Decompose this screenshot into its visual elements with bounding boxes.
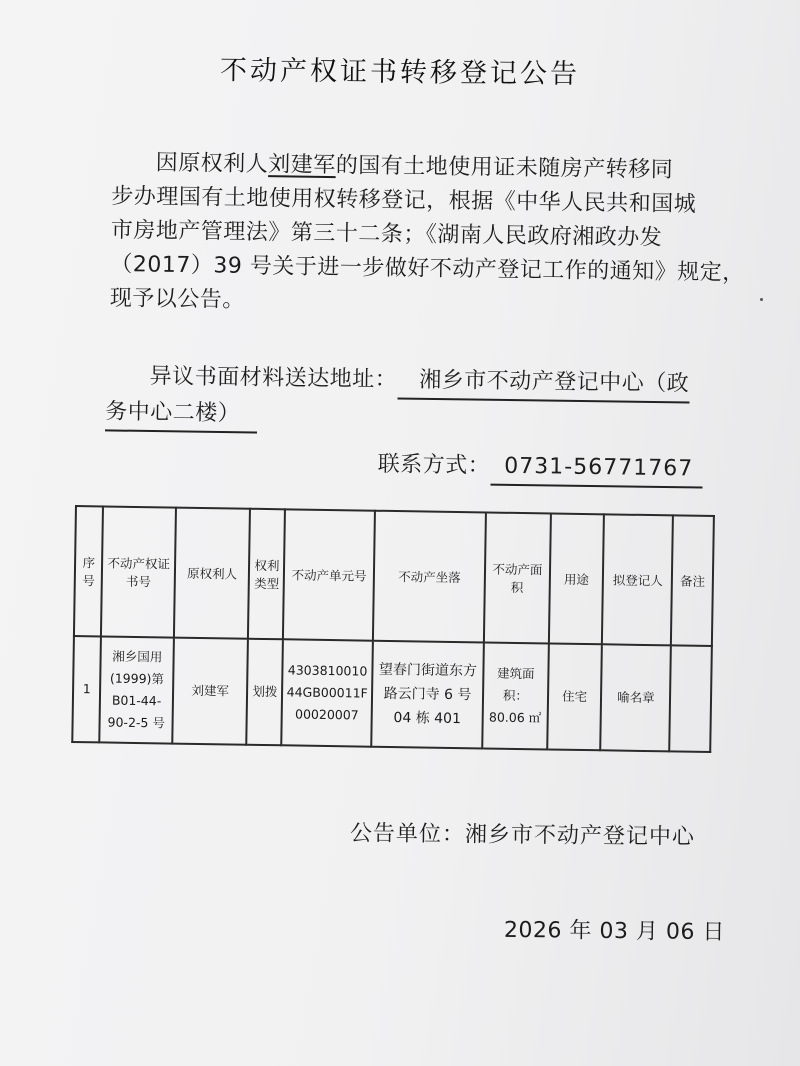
cell-owner: 刘建军 [172, 638, 248, 745]
former-owner-name: 刘建军 [268, 152, 336, 179]
header-note: 备注 [671, 515, 714, 646]
header-use: 用途 [549, 513, 605, 644]
issuer: 公告单位：湘乡市不动产登记中心 [349, 821, 696, 850]
objection-address-line1: 湘乡市不动产登记中心（政 [397, 363, 689, 403]
objection-address [105, 360, 710, 440]
header-location: 不动产坐落 [373, 511, 486, 643]
body-line-5: 现予以公告。 [109, 285, 246, 313]
contact-info [377, 448, 703, 489]
contact-label: 联系方式： [377, 451, 491, 479]
header-owner: 原权利人 [174, 508, 251, 639]
header-registrant: 拟登记人 [602, 514, 673, 645]
header-cert: 不动产权证书号 [101, 506, 175, 637]
table-header-row [74, 506, 714, 646]
cell-cert: 湘乡国用(1999)第B01-44-90-2-5 号 [100, 636, 174, 743]
header-type: 权利类型 [248, 509, 285, 640]
property-table [71, 505, 715, 753]
table-row [72, 636, 712, 752]
cell-no: 1 [72, 636, 101, 742]
cell-location: 望春门街道东方路云门寺 6 号 04 栋 401 [371, 641, 484, 749]
notice-body [109, 146, 745, 325]
page-title: 不动产权证书转移登记公告 [219, 55, 581, 90]
cell-registrant: 喻名章 [601, 644, 672, 751]
contact-phone: 0731-56771767 [490, 450, 703, 489]
body-line-4: （2017）39 号关于进一步做好不动产登记工作的通知》规定， [110, 251, 745, 286]
cell-unit: 430381001044GB00011F00020007 [282, 639, 373, 746]
body-line-3: 市房地产管理法》第三十二条；《湖南人民政府湘政办发 [110, 217, 663, 251]
issue-date: 2026 年 03 月 06 日 [503, 917, 726, 946]
header-no: 序号 [74, 506, 103, 636]
paper-speck [760, 298, 763, 301]
body-text-suffix: 的国有土地使用证未随房产转移同 [335, 153, 674, 183]
header-unit: 不动产单元号 [283, 509, 375, 640]
objection-label: 异议书面材料送达地址： [149, 363, 398, 393]
cell-type: 划拨 [247, 639, 284, 746]
body-text-prefix: 因原权利人 [155, 150, 269, 178]
header-area: 不动产面积 [484, 512, 551, 643]
cell-use: 住宅 [547, 643, 602, 750]
objection-address-line2: 务中心二楼） [105, 395, 257, 433]
cell-note [670, 645, 712, 752]
cell-area: 建筑面积：80.06 ㎡ [482, 642, 548, 749]
body-line-2: 步办理国有土地使用权转移登记，根据《中华人民共和国城 [111, 183, 697, 218]
